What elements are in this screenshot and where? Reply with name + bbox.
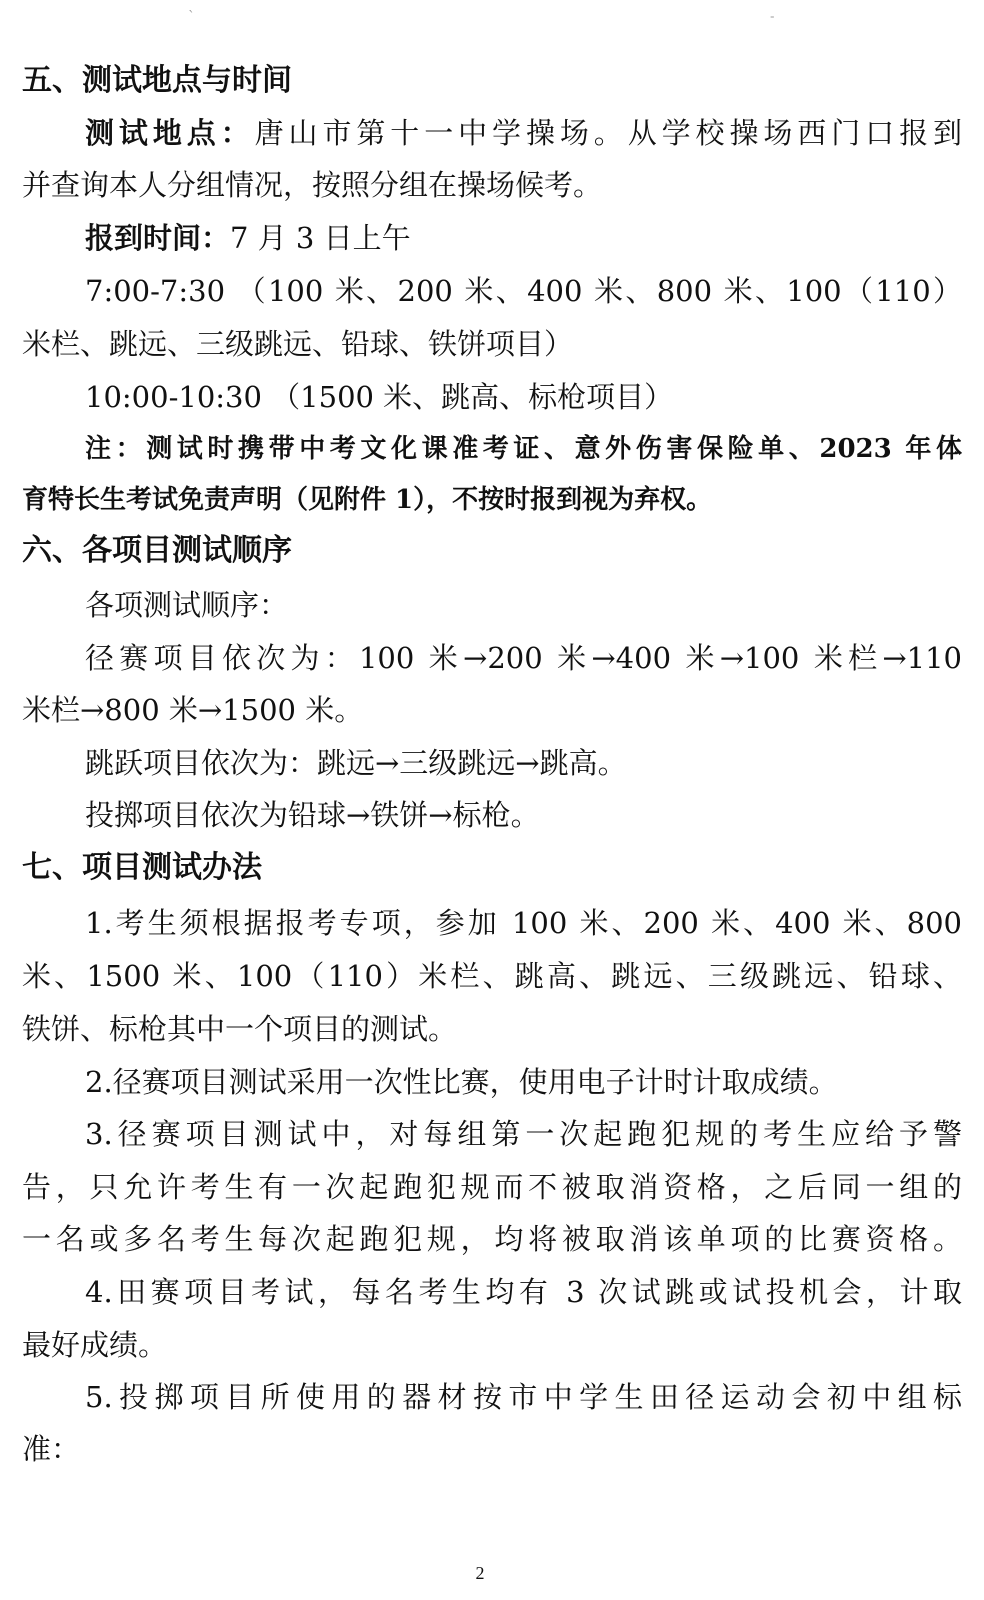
report-time-label: 报到时间：: [85, 221, 231, 255]
rule-5-line-1: 5.投掷项目所使用的器材按市中学生田径运动会初中组标: [85, 1380, 962, 1414]
rule-3-line-2: 告，只允许考生有一次起跑犯规而不被取消资格，之后同一组的: [22, 1170, 962, 1204]
rule-5-line-2: 准：: [22, 1432, 81, 1466]
time-slot-1: 7:00-7:30 （100 米、200 米、400 米、800 米、100（110）: [85, 274, 962, 308]
rule-4-line-2: 最好成绩。: [22, 1328, 168, 1362]
note-line-2: 育特长生考试免责声明（见附件 1），不按时报到视为弃权。: [22, 485, 713, 515]
test-location-text: 唐山市第十一中学操场。从学校操场西门口报到: [254, 116, 962, 150]
throw-order: 投掷项目依次为铅球→铁饼→标枪。: [85, 798, 540, 832]
rule-1-line-1: 1.考生须根据报考专项，参加 100 米、200 米、400 米、800: [85, 906, 962, 940]
track-order-line: 径赛项目依次为：100 米→200 米→400 米→100 米栏→110: [85, 641, 962, 675]
jump-order: 跳跃项目依次为：跳远→三级跳远→跳高。: [85, 746, 627, 780]
track-order-cont: 米栏→800 米→1500 米。: [22, 693, 364, 727]
section-7-heading: 七、项目测试办法: [22, 850, 262, 885]
rule-4-line-1: 4.田赛项目考试，每名考生均有 3 次试跳或试投机会，计取: [85, 1275, 962, 1309]
test-location-line: [85, 110, 962, 156]
time-slot-1-cont: 米栏、跳远、三级跳远、铅球、铁饼项目）: [22, 327, 574, 361]
rule-3-line-3: 一名或多名考生每次起跑犯规，均将被取消该单项的比赛资格。: [22, 1222, 962, 1256]
section-6-heading: 六、各项目测试顺序: [22, 533, 292, 568]
time-slot-2: 10:00-10:30 （1500 米、跳高、标枪项目）: [85, 380, 674, 414]
report-time-line: [85, 215, 411, 261]
rule-3-line-1: 3.径赛项目测试中，对每组第一次起跑犯规的考生应给予警: [85, 1117, 962, 1151]
rule-2: 2.径赛项目测试采用一次性比赛，使用电子计时计取成绩。: [85, 1065, 838, 1099]
page-number: 2: [475, 1563, 485, 1583]
scan-speck: ˗: [770, 9, 775, 25]
section-5-heading: 五、测试地点与时间: [22, 63, 292, 98]
test-location-text-cont: 并查询本人分组情况，按照分组在操场候考。: [22, 168, 603, 202]
rule-1-line-3: 铁饼、标枪其中一个项目的测试。: [22, 1012, 458, 1046]
rule-1-line-2: 米、1500 米、100（110）米栏、跳高、跳远、三级跳远、铅球、: [22, 959, 962, 993]
order-intro: 各项测试顺序：: [85, 588, 289, 622]
report-time-text: 7 月 3 日上午: [230, 221, 411, 255]
note-line-1: 注：测试时携带中考文化课准考证、意外伤害保险单、2023 年体: [85, 434, 962, 464]
test-location-label: 测试地点：: [85, 116, 255, 150]
scan-speck: ˋ: [188, 9, 195, 25]
